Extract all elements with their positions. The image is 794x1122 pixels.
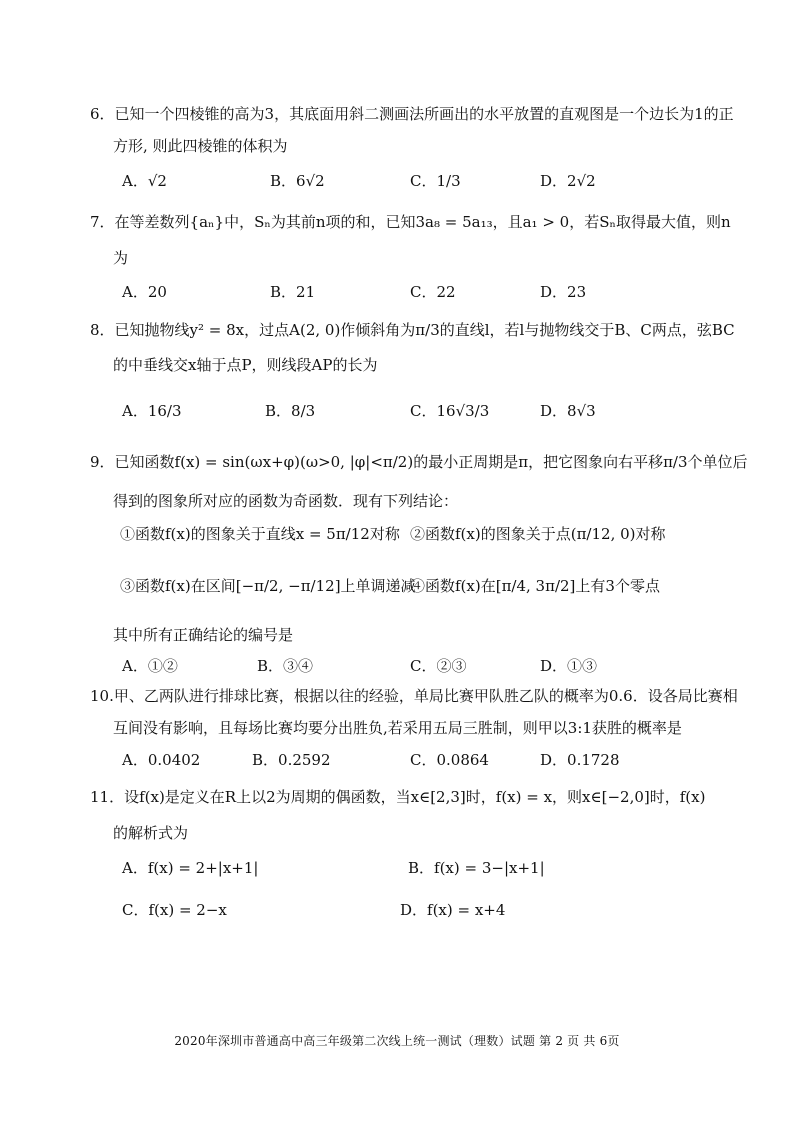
question-8-option-c: C．16√3/3 [410,402,490,420]
question-7-option-c: C．22 [410,283,456,301]
question-10-option-a: A．0.0402 [122,751,201,769]
question-6-option-a: A．√2 [122,172,167,190]
question-10-option-b: B．0.2592 [252,751,331,769]
question-6-stem-line-1: 6．已知一个四棱锥的高为3，其底面用斜二测画法所画出的水平放置的直观图是一个边长为1的正 [90,105,734,123]
question-7-stem-line-2: 为 [113,249,129,267]
page-footer: 2020年深圳市普通高中高三年级第二次线上统一测试（理数）试题 第 2 页 共 6页 [174,1034,620,1048]
question-9-stem-line-1: 9．已知函数f(x) = sin(ωx+φ)(ω>0, |φ|<π/2)的最小正周期是π，把它图象向右平移π/3个单位后 [90,453,748,471]
question-8-stem-line-2: 的中垂线交x轴于点P，则线段AP的长为 [113,356,378,374]
question-6-stem-line-2: 方形, 则此四棱锥的体积为 [113,137,288,155]
question-6-option-b: B．6√2 [270,172,325,190]
question-11-stem-line-1: 11．设f(x)是定义在R上以2为周期的偶函数，当x∈[2,3]时，f(x) = x，则x∈[−2,0]时，f(x) [90,788,706,806]
question-9-conclusion-1: ①函数f(x)的图象关于直线x = 5π/12对称 [120,525,400,543]
question-9-option-d: D．①③ [540,657,598,675]
question-9-conclusion-4: ④函数f(x)在[π/4, 3π/2]上有3个零点 [410,577,660,595]
question-6-option-c: C．1/3 [410,172,461,190]
question-6-option-d: D．2√2 [540,172,596,190]
question-9-option-c: C．②③ [410,657,467,675]
question-7-option-b: B．21 [270,283,316,301]
question-9-option-b: B．③④ [257,657,314,675]
question-9-stem-line-2: 得到的图象所对应的函数为奇函数．现有下列结论： [113,492,459,510]
question-7-stem-line-1: 7．在等差数列{aₙ}中，Sₙ为其前n项的和，已知3a₈ = 5a₁₃，且a₁ > 0，若Sₙ取得最大值，则n [90,213,731,231]
question-7-option-a: A．20 [122,283,167,301]
question-11-stem-line-2: 的解析式为 [113,824,189,842]
question-8-option-d: D．8√3 [540,402,596,420]
question-11-option-b: B．f(x) = 3−|x+1| [408,859,545,877]
question-11-option-a: A．f(x) = 2+|x+1| [122,859,259,877]
question-10-stem-line-2: 互间没有影响，且每场比赛均要分出胜负,若采用五局三胜制，则甲以3:1获胜的概率是 [113,719,682,737]
question-10-option-c: C．0.0864 [410,751,489,769]
question-11-option-d: D．f(x) = x+4 [400,901,506,919]
question-9-conclusion-3: ③函数f(x)在区间[−π/2, −π/12]上单调递减 [120,577,416,595]
question-10-stem-line-1: 10.甲、乙两队进行排球比赛，根据以往的经验，单局比赛甲队胜乙队的概率为0.6．设各局比赛相 [90,687,738,705]
question-10-option-d: D．0.1728 [540,751,620,769]
question-7-option-d: D．23 [540,283,587,301]
question-8-stem-line-1: 8．已知抛物线y² = 8x，过点A(2, 0)作倾斜角为π/3的直线l，若l与抛物线交于B、C两点，弦BC [90,321,735,339]
question-8-option-a: A．16/3 [122,402,182,420]
question-9-tail: 其中所有正确结论的编号是 [113,626,294,644]
question-11-option-c: C．f(x) = 2−x [122,901,227,919]
question-8-option-b: B．8/3 [265,402,316,420]
question-9-conclusion-2: ②函数f(x)的图象关于点(π/12, 0)对称 [410,525,666,543]
question-9-option-a: A．①② [122,657,178,675]
